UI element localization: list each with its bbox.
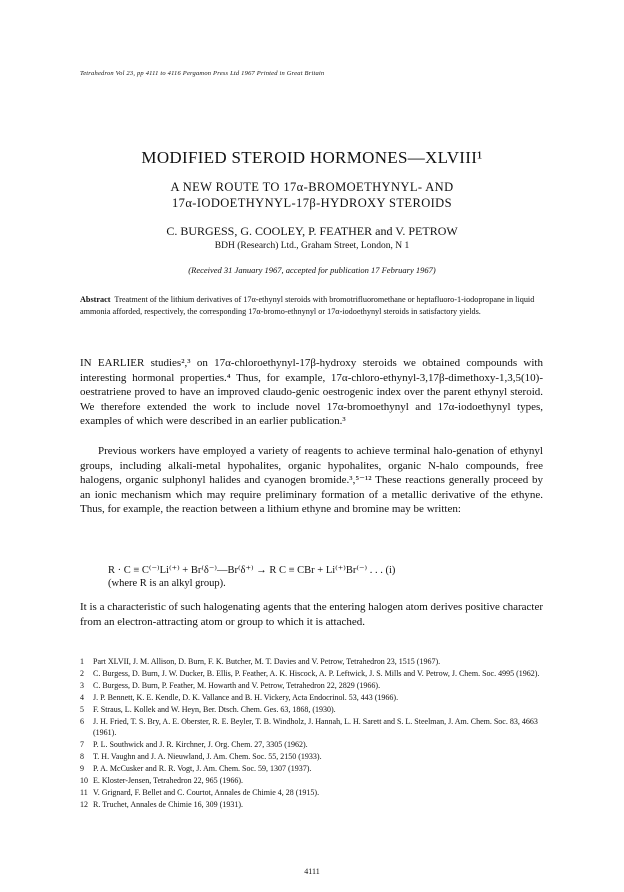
- reference-item: 8 T. H. Vaughn and J. A. Nieuwland, J. Am. Chem. Soc. 55, 2150 (1933).: [80, 752, 322, 762]
- page-number: 4111: [304, 867, 320, 876]
- abstract-heading: Abstract: [80, 295, 111, 304]
- reference-item: 1 Part XLVII, J. M. Allison, D. Burn, F. K. Butcher, M. T. Davies and V. Petrow, Tetrahedron 23, 1515 (1967).: [80, 657, 441, 666]
- reference-item: 3 C. Burgess, D. Burn, P. Feather, M. Howarth and V. Petrow, Tetrahedron 22, 2829 (1966).: [80, 680, 381, 690]
- body-paragraph-2: Previous workers have employed a variety of reagents to achieve terminal halo-genation of ethynyl groups, including alkali-metal hypohalites, organic hypohalites, organic N-halo compounds, free halogens, organic sulphonyl halides and cyanogen bromide.³,⁵⁻¹² These reactions generally proceed by an ionic mechanism which may require preliminary formation of a metallic derivative of the ethyne. Thus, for example, the reaction between a lithium ethyne and bromine may be written:: [80, 445, 543, 515]
- article-title: MODIFIED STEROID HORMONES—XLVIII¹: [141, 148, 483, 167]
- affiliation: BDH (Research) Ltd., Graham Street, London, N 1: [214, 241, 410, 251]
- reference-item: 9 P. A. McCusker and R. R. Vogt, J. Am. Chem. Soc. 59, 1307 (1937).: [80, 764, 312, 774]
- reference-item: 2 C. Burgess, D. Burn, J. W. Ducker, B. Ellis, P. Feather, A. K. Hiscock, A. P. Leftwick, J. S. Mills and V. Petrow, J. Chem. Soc. 4995 (1962).: [80, 668, 540, 678]
- body-paragraph-1: IN EARLIER studies²,³ on 17α-chloroethynyl-17β-hydroxy steroids we obtained compounds with interesting hormonal properties.⁴ Thus, for example, 17α-chloro-ethynyl-3,17β-dimethoxy-1,3,5(10)-oestratriene proved to have an improved claudo-genic oestrogenic index over the parent ethynyl steroid. We therefore extended the work to include novel 17α-bromoethynyl and 17α-iodoethynyl types, examples of which were described in an earlier publication.³: [80, 357, 543, 427]
- authors: C. BURGESS, G. COOLEY, P. FEATHER and V. PETROW: [166, 224, 458, 238]
- reference-item: 12 R. Truchet, Annales de Chimie 16, 309 (1931).: [80, 799, 243, 809]
- reference-list: [80, 656, 543, 811]
- equation: R · C ≡ C⁽⁻⁾Li⁽⁺⁾ + Br⁽δ⁻⁾—Br⁽δ⁺⁾ → R C ≡ CBr + Li⁽⁺⁾Br⁽⁻⁾ . . . (i): [108, 565, 396, 576]
- article-subtitle-line-1: A NEW ROUTE TO 17α-BROMOETHYNYL- AND: [170, 180, 454, 194]
- reference-item: 11 V. Grignard, F. Bellet and C. Courtot, Annales de Chimie 4, 28 (1915).: [80, 787, 320, 797]
- reference-item: 6 J. H. Fried, T. S. Bry, A. E. Oberster, R. E. Beyler, T. B. Windholz, J. Hannah, L. H. Sarett and S. L. Steelman, J. Am. Chem. Soc. 83, 4663 (1961).: [80, 716, 538, 738]
- abstract: [80, 294, 542, 318]
- equation-note: (where R is an alkyl group).: [108, 578, 226, 589]
- reference-item: 5 F. Straus, L. Kollek and W. Heyn, Ber. Dtsch. Chem. Ges. 63, 1868, (1930).: [80, 704, 336, 714]
- running-header: Tetrahedron Vol 23, pp 4111 to 4116 Pergamon Press Ltd 1967 Printed in Great Britain: [80, 70, 325, 77]
- reference-item: 10 E. Kloster-Jensen, Tetrahedron 22, 965 (1966).: [80, 776, 243, 786]
- received-dates: (Received 31 January 1967, accepted for publication 17 February 1967): [188, 265, 436, 275]
- body-paragraph-3: It is a characteristic of such halogenating agents that the entering halogen atom derives positive character from an electron-attracting atom or group to which it is attached.: [80, 601, 543, 628]
- article-subtitle-line-2: 17α-IODOETHYNYL-17β-HYDROXY STEROIDS: [172, 196, 452, 210]
- abstract-text: Treatment of the lithium derivatives of 17α-ethynyl steroids with bromotrifluoromethane or heptafluoro-1-iodopropane in liquid ammonia afforded, respectively, the corresponding 17α-bromo-ethnynyl or 17α-iodoethynyl steroids in satisfactory yields.: [80, 295, 535, 316]
- reference-item: 7 P. L. Southwick and J. R. Kirchner, J. Org. Chem. 27, 3305 (1962).: [80, 740, 308, 750]
- reference-item: 4 J. P. Bennett, K. E. Kendle, D. K. Vallance and B. H. Vickery, Acta Endocrinol. 53, 443 (1966).: [80, 692, 399, 702]
